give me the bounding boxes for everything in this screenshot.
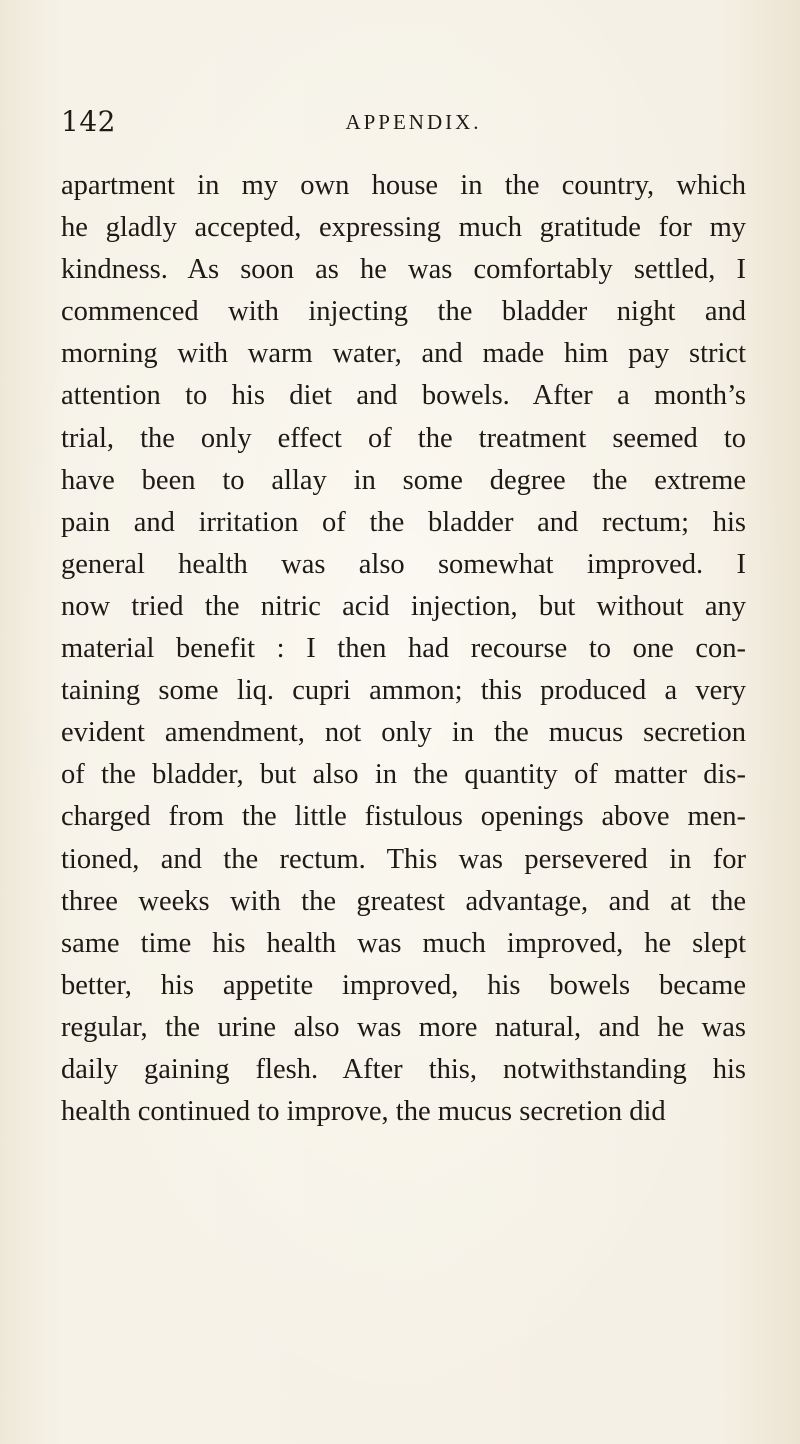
page-header: [61, 102, 746, 142]
page-number: 142: [61, 105, 116, 138]
body-text: [61, 165, 746, 1133]
text-line: better, his appetite improved, his bowels became: [61, 969, 746, 1001]
text-line: daily gaining flesh. After this, notwithstanding his: [61, 1053, 746, 1085]
text-line: have been to allay in some degree the extreme: [61, 464, 746, 496]
text-line: tioned, and the rectum. This was persevered in for: [61, 843, 746, 875]
text-line: morning with warm water, and made him pay strict: [61, 338, 746, 370]
text-line: regular, the urine also was more natural, and he was: [61, 1011, 746, 1043]
text-line: trial, the only effect of the treatment seemed to: [61, 422, 746, 454]
text-line: charged from the little fistulous openings above men-: [61, 801, 746, 833]
text-line: health continued to improve, the mucus secretion did: [61, 1096, 666, 1128]
text-line: commenced with injecting the bladder night and: [61, 296, 746, 328]
text-line: same time his health was much improved, he slept: [61, 927, 746, 959]
text-line: general health was also somewhat improved. I: [61, 548, 746, 580]
text-line: evident amendment, not only in the mucus secretion: [61, 717, 746, 749]
text-line: pain and irritation of the bladder and rectum; his: [61, 506, 746, 538]
text-line: now tried the nitric acid injection, but without any: [61, 590, 746, 622]
running-head: APPENDIX.: [345, 110, 482, 134]
text-line: apartment in my own house in the country, which: [61, 170, 746, 201]
text-line: three weeks with the greatest advantage, and at the: [61, 885, 746, 917]
text-line: material benefit : I then had recourse to one con-: [61, 633, 746, 665]
text-line: taining some liq. cupri ammon; this produced a very: [61, 675, 746, 707]
text-line: kindness. As soon as he was comfortably settled, I: [61, 254, 746, 286]
text-line: of the bladder, but also in the quantity of matter dis-: [61, 759, 746, 791]
text-line: he gladly accepted, expressing much gratitude for my: [61, 212, 746, 244]
text-line: attention to his diet and bowels. After a month’s: [61, 380, 746, 412]
